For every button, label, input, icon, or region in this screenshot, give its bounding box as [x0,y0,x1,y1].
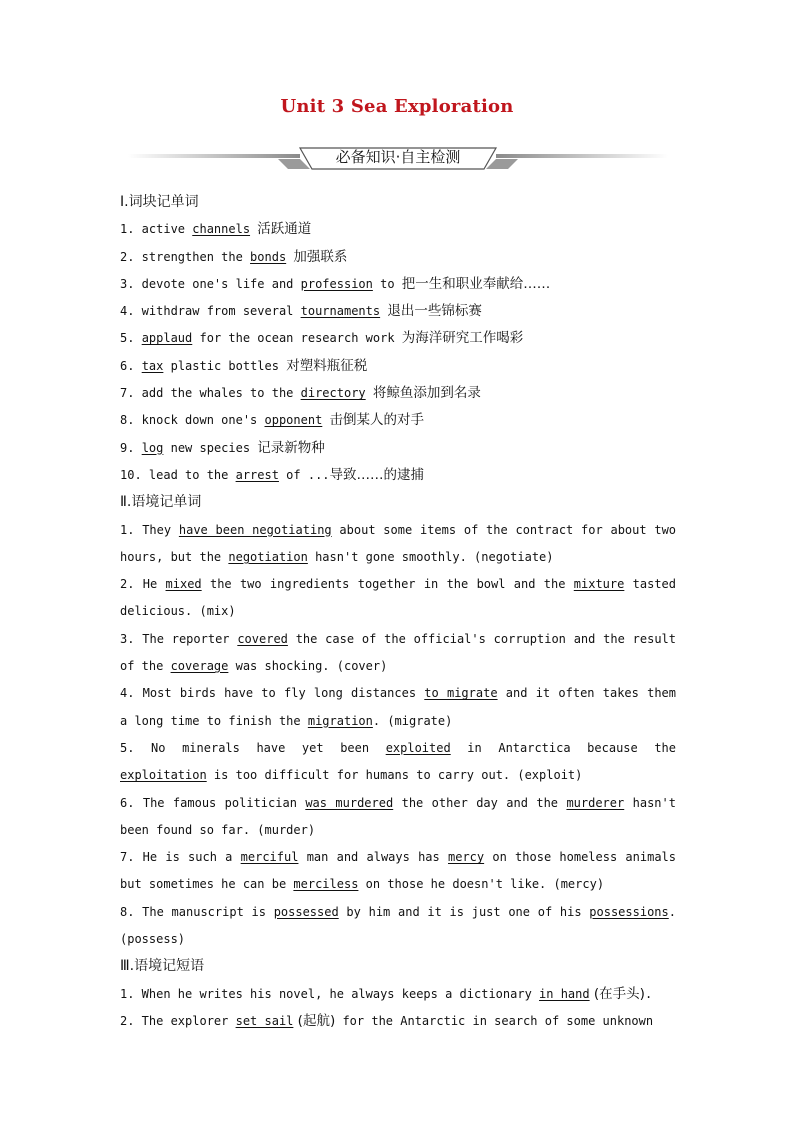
chinese-gloss: 退出一些锦标赛 [387,303,482,320]
answer-blank: exploited [385,740,451,755]
list-item [120,298,676,325]
item-text: 2. The explorer [120,1013,236,1028]
answer-blank: channels [192,222,251,237]
item-text: the two ingredients together in the bowl and the [201,577,574,592]
item-text: the other day and the [393,795,567,810]
item-text: . [644,986,653,1001]
item-text: for the Antarctic in search of some unknown [335,1013,654,1028]
item-text: 2. strengthen the [120,249,251,264]
list-item [120,981,676,1008]
item-text: 8. The manuscript is [120,904,274,919]
answer-blank: tax [141,358,164,373]
item-text: to [372,276,402,291]
chinese-gloss: 将鲸鱼添加到名录 [372,385,481,402]
list-item [120,790,676,845]
item-text: of ... [278,467,330,482]
item-text: 3. The reporter [120,631,238,646]
item-text: about some items of the contract for about two hours, but the [120,522,677,564]
answer-blank: mercy [448,850,485,865]
item-text: was shocking. (cover) [228,659,388,674]
item-text: 7. He is such a [120,850,241,865]
chinese-gloss: 导致……的逮捕 [329,466,425,483]
list-item [120,407,676,434]
list-item [120,435,676,462]
content-body [120,189,676,1035]
chinese-gloss: 击倒某人的对手 [329,412,425,429]
item-text: 8. knock down one's [120,413,265,428]
item-text: 1. When he writes his novel, he always keeps a dictionary [120,986,540,1001]
page-title: Unit 3 Sea Exploration [280,96,514,117]
chinese-gloss: 活跃通道 [257,221,312,238]
item-text: 1. active [120,222,193,237]
answer-blank: have been negotiating [178,522,332,537]
item-text: the case of the official's corruption and the result of the [120,631,677,674]
chinese-gloss: 加强联系 [293,248,348,265]
item-text: 4. Most birds have to fly long distances [120,686,425,701]
item-text: 7. add the whales to the [120,386,301,401]
context-word-list [120,517,676,954]
section-banner [128,144,668,174]
item-text: 6. The famous politician [120,795,306,810]
answer-blank: possessed [273,904,339,919]
item-text: for the ocean research work [192,331,402,346]
list-item [120,380,676,407]
answer-blank: possessions [589,904,669,919]
answer-blank: mixed [165,577,202,592]
context-phrase-list [120,981,676,1036]
item-text: on those homeless animals but sometimes he can be [120,850,677,892]
section-heading-vocab-chunks: Ⅰ.词块记单词 [120,194,199,210]
chinese-gloss: 记录新物种 [257,439,325,456]
item-text: 2. He [120,577,166,592]
item-text: is too difficult for humans to carry out. (exploit) [206,768,583,783]
answer-blank: applaud [141,331,193,346]
item-text: 3. devote one's life and [120,276,301,291]
answer-blank: profession [300,276,373,291]
answer-blank: set sail [235,1013,294,1028]
item-text: man and always has [298,850,448,865]
item-text: 5. No minerals have yet been [120,740,386,755]
banner-text: 必备知识·自主检测 [335,148,461,166]
answer-blank: arrest [235,467,279,482]
list-item [120,844,676,899]
list-item [120,571,676,626]
item-text: 4. withdraw from several [120,304,301,319]
answer-blank: exploitation [120,768,207,783]
answer-blank: migration [307,713,373,728]
list-item [120,462,676,489]
answer-blank: merciful [240,850,299,865]
item-text: 9. [120,440,142,455]
item-text [322,413,329,427]
list-item [120,325,676,352]
answer-blank: murderer [566,795,625,810]
section-heading-context-phrases: Ⅲ.语境记短语 [120,958,205,975]
item-text: and it often takes them a long time to finish the [120,686,677,728]
item-text: tasted delicious. (mix) [120,577,677,619]
answer-blank: was murdered [305,795,394,810]
list-item [120,517,676,572]
chinese-gloss: 为海洋研究工作喝彩 [401,330,524,347]
item-text: plastic bottles [163,358,287,373]
item-text: 10. lead to the [120,467,236,482]
answer-blank: negotiation [228,549,308,564]
answer-blank: in hand [539,986,590,1001]
item-text: on those he doesn't like. (mercy) [358,877,605,892]
list-item [120,271,676,298]
item-text: by him and it is just one of his [338,904,590,919]
answer-blank: opponent [264,413,323,428]
item-text: hasn't been found so far. (murder) [120,795,676,837]
item-text: . (migrate) [372,713,453,728]
item-text [366,386,373,400]
answer-blank: bonds [250,249,287,264]
chinese-gloss: 把一生和职业奉献给…… [401,275,551,292]
list-item [120,626,676,681]
item-text: hasn't gone smoothly. (negotiate) [307,549,554,564]
answer-blank: merciless [293,877,359,892]
item-text: 5. [120,331,142,346]
answer-blank: directory [300,386,366,401]
item-text: new species [163,440,258,455]
item-text: . (possess) [120,904,676,947]
answer-blank: to migrate [424,686,498,701]
chinese-gloss: (在手头) [589,985,645,1002]
answer-blank: tournaments [300,304,381,319]
list-item [120,680,676,735]
list-item [120,899,676,954]
item-text: 6. [120,358,142,373]
list-item [120,1008,676,1035]
item-text: in Antarctica because the [450,740,677,755]
list-item [120,735,676,790]
chinese-gloss: 对塑料瓶征税 [286,357,368,374]
list-item [120,216,676,243]
answer-blank: covered [237,631,288,646]
chinese-gloss: (起航) [293,1012,336,1029]
list-item [120,244,676,271]
vocab-chunk-list [120,216,676,489]
list-item [120,353,676,380]
item-text: 1. They [120,522,179,537]
section-heading-context-words: Ⅱ.语境记单词 [120,494,202,511]
answer-blank: mixture [573,577,625,592]
answer-blank: coverage [170,659,229,674]
answer-blank: log [141,440,164,455]
